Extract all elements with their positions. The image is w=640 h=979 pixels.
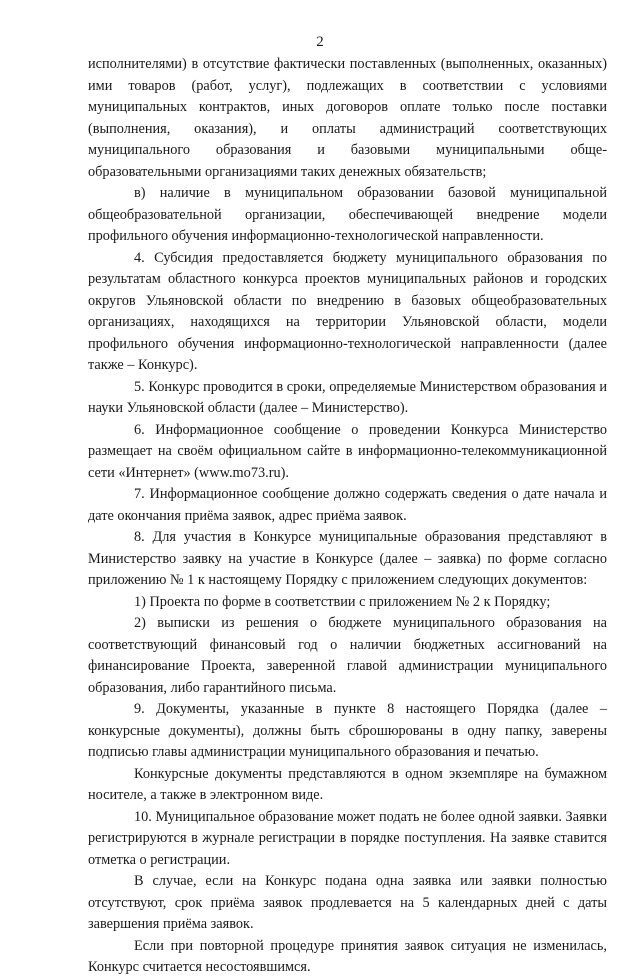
paragraph-item-8: 8. Для участия в Конкурсе муниципальные образования представляют в Министерство заявку на участие в Конкурсе (далее – заявка) по форме согласно приложению № 1 к настоящему Порядку с приложением следующих документов: [88,529,607,588]
paragraph-competition-documents: Конкурсные документы представляются в одном экземпляре на бумажном носителе, а также в электронном виде. [88,765,607,803]
paragraph-item-6: 6. Информационное сообщение о проведении Конкурса Министерство размещает на своём официальном сайте в информационно-телекоммуникационной сети «Интернет» (www.mo73.ru). [88,421,607,481]
paragraph-item-7: 7. Информационное сообщение должно содержать сведения о дате начала и дате окончания приёма заявок, адрес приёма заявок. [88,486,607,524]
document-body [88,54,607,979]
paragraph-item-4: 4. Субсидия предоставляется бюджету муниципального образования по результатам областного конкурса проектов муниципальных районов и городских округов Ульяновской области по внедрению в базовых общеобразовательных организациях, находящихся на территории Ульяновской области, модели профильного обучения информационно-технологической направленности (далее также – Конкурс). [88,249,607,373]
paragraph-clause-v: в) наличие в муниципальном образовании базовой муниципальной общеобразовательной организации, обеспечивающей внедрение модели профильного обучения информационно-технологической направленности. [88,185,607,244]
paragraph-continuation: исполнителями) в отсутствие фактически поставленных (выполненных, оказанных) ими товаров (работ, услуг), подлежащих в соответствии с условиями муниципальных контрактов, иных договоров оплате только после поставки (выполнения, оказания), и оплаты администраций соответствующих муниципального образования и базовыми муниципальными обще-образовательными организациями таких денежных обязательств; [88,56,607,180]
page-number: 2 [316,34,324,50]
paragraph-subitem-2: 2) выписки из решения о бюджете муниципального образования на соответствующий финансовый год о наличии бюджетных ассигнований на финансирование Проекта, заверенной главой администрации муниципального образования, либо гарантийного письма. [88,615,607,696]
paragraph-item-5: 5. Конкурс проводится в сроки, определяемые Министерством образования и науки Ульяновской области (далее – Министерство). [88,378,607,416]
paragraph-item-9: 9. Документы, указанные в пункте 8 настоящего Порядка (далее – конкурсные документы), должны быть сброшюрованы в одну папку, заверены подписью главы администрации муниципального образования и печатью. [88,701,607,760]
paragraph-subitem-1: 1) Проекта по форме в соответствии с приложением № 2 к Порядку; [134,593,551,610]
paragraph-failed-competition: Если при повторной процедуре принятия заявок ситуация не изменилась, Конкурс считается несостоявшимся. [88,937,607,975]
paragraph-item-10: 10. Муниципальное образование может подать не более одной заявки. Заявки регистрируются в журнале регистрации в порядке поступления. На заявке ставится отметка о регистрации. [88,808,607,868]
paragraph-single-application: В случае, если на Конкурс подана одна заявка или заявки полностью отсутствуют, срок приёма заявок продлевается на 5 календарных дней с даты завершения приёма заявок. [88,873,607,932]
